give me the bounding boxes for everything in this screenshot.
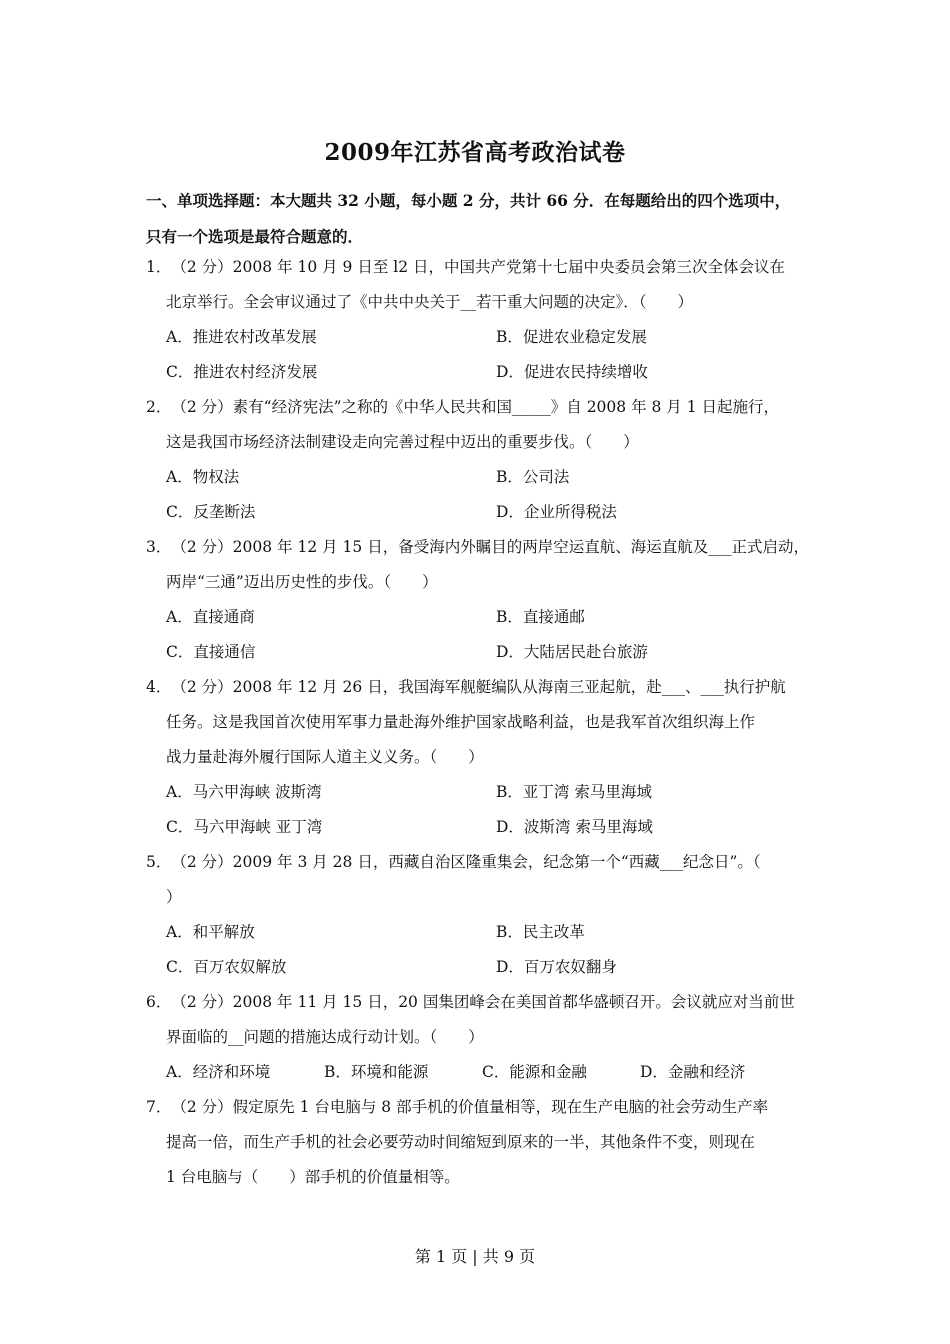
option-row (146, 1055, 826, 1090)
question-stem-line: ） (166, 888, 182, 906)
question-stem-line (146, 250, 826, 285)
question-list (146, 250, 826, 1195)
document-title: 2009年江苏省高考政治试卷 (324, 139, 626, 166)
question-number: 6． (146, 993, 172, 1011)
answer-option: A．直接通商 (166, 608, 255, 626)
question-item (146, 985, 826, 1090)
option-row (146, 320, 826, 355)
answer-option: C．反垄断法 (166, 503, 256, 521)
question-stem-text: （2 分）2009 年 3 月 28 日，西藏自治区隆重集会，纪念第一个“西藏___纪念日”。（ (171, 853, 761, 871)
section-heading-line: 一、单项选择题：本大题共 32 小题，每小题 2 分，共计 66 分．在每题给出的四个选项中， (146, 191, 791, 210)
answer-option: D．促进农民持续增收 (496, 363, 648, 381)
question-stem-text: （2 分）2008 年 12 月 26 日，我国海军舰艇编队从海南三亚起航，赴___、___执行护航 (171, 678, 786, 696)
answer-option: B．亚丁湾 索马里海域 (496, 783, 652, 801)
answer-option: C．马六甲海峡 亚丁湾 (166, 818, 323, 836)
question-stem-line (146, 530, 826, 565)
question-item (146, 390, 826, 530)
question-stem-text: （2 分）2008 年 12 月 15 日，备受海内外瞩目的两岸空运直航、海运直航及___正式启动， (171, 538, 809, 556)
question-item (146, 670, 826, 845)
option-row (146, 810, 826, 845)
option-row (146, 495, 826, 530)
answer-option: D．大陆居民赴台旅游 (496, 643, 648, 661)
answer-option: A．推进农村改革发展 (166, 328, 317, 346)
question-stem-line: 北京举行。全会审议通过了《中共中央关于__若干重大问题的决定》．（ ） (166, 293, 694, 311)
answer-option: D．波斯湾 索马里海域 (496, 818, 653, 836)
page-footer: 第 1 页 | 共 9 页 (414, 1247, 536, 1266)
question-item (146, 250, 826, 390)
question-stem-line: 提高一倍，而生产手机的社会必要劳动时间缩短到原来的一半，其他条件不变，则现在 (166, 1133, 756, 1151)
question-stem-text: （2 分）2008 年 10 月 9 日至 l2 日，中国共产党第十七届中央委员会第三次全体会议在 (171, 258, 786, 276)
answer-option: A．马六甲海峡 波斯湾 (166, 783, 322, 801)
question-stem-line: 两岸“三通”迈出历史性的步伐。（ ） (166, 573, 438, 591)
question-stem-text: （2 分）2008 年 11 月 15 日，20 国集团峰会在美国首都华盛顿召开。会议就应对当前世 (171, 993, 795, 1011)
question-item (146, 530, 826, 670)
question-stem-text: （2 分）素有“经济宪法”之称的《中华人民共和国_____》自 2008 年 8 月 1 日起施行， (171, 398, 779, 416)
answer-option: C．推进农村经济发展 (166, 363, 318, 381)
question-stem-line: 任务。这是我国首次使用军事力量赴海外维护国家战略利益，也是我军首次组织海上作 (166, 713, 756, 731)
option-row (146, 775, 826, 810)
question-number: 2． (146, 398, 172, 416)
question-stem-line (146, 1090, 826, 1125)
question-stem-line: 这是我国市场经济法制建设走向完善过程中迈出的重要步伐。（ ） (166, 433, 639, 451)
option-row (146, 635, 826, 670)
answer-option: D．金融和经济 (640, 1063, 746, 1081)
question-stem-line (146, 985, 826, 1020)
answer-option: A．物权法 (166, 468, 240, 486)
option-row (146, 355, 826, 390)
answer-option: C．直接通信 (166, 643, 256, 661)
question-stem-line (146, 845, 826, 880)
question-number: 1． (146, 258, 172, 276)
question-stem-line: 1 台电脑与（ ）部手机的价值量相等。 (166, 1168, 460, 1186)
answer-option: C．百万农奴解放 (166, 958, 287, 976)
question-item (146, 845, 826, 985)
section-heading (146, 183, 826, 255)
answer-option: D．企业所得税法 (496, 503, 617, 521)
question-number: 5． (146, 853, 172, 871)
answer-option: C．能源和金融 (482, 1063, 587, 1081)
answer-option: D．百万农奴翻身 (496, 958, 617, 976)
answer-option: B．民主改革 (496, 923, 585, 941)
question-stem-line: 界面临的__问题的措施达成行动计划。（ ） (166, 1028, 484, 1046)
question-stem-line (146, 390, 826, 425)
section-heading-line: 只有一个选项是最符合题意的． (146, 227, 364, 246)
question-number: 3． (146, 538, 172, 556)
question-stem-line: 战力量赴海外履行国际人道主义义务。（ ） (166, 748, 484, 766)
question-stem-text: （2 分）假定原先 1 台电脑与 8 部手机的价值量相等，现在生产电脑的社会劳动生产率 (171, 1098, 769, 1116)
answer-option: B．环境和能源 (324, 1063, 429, 1081)
option-row (146, 600, 826, 635)
option-row (146, 460, 826, 495)
question-item (146, 1090, 826, 1195)
question-stem-line (146, 670, 826, 705)
answer-option: A．和平解放 (166, 923, 255, 941)
question-number: 4． (146, 678, 172, 696)
option-row (146, 950, 826, 985)
answer-option: A．经济和环境 (166, 1063, 271, 1081)
answer-option: B．公司法 (496, 468, 570, 486)
answer-option: B．促进农业稳定发展 (496, 328, 647, 346)
question-number: 7． (146, 1098, 172, 1116)
answer-option: B．直接通邮 (496, 608, 585, 626)
option-row (146, 915, 826, 950)
